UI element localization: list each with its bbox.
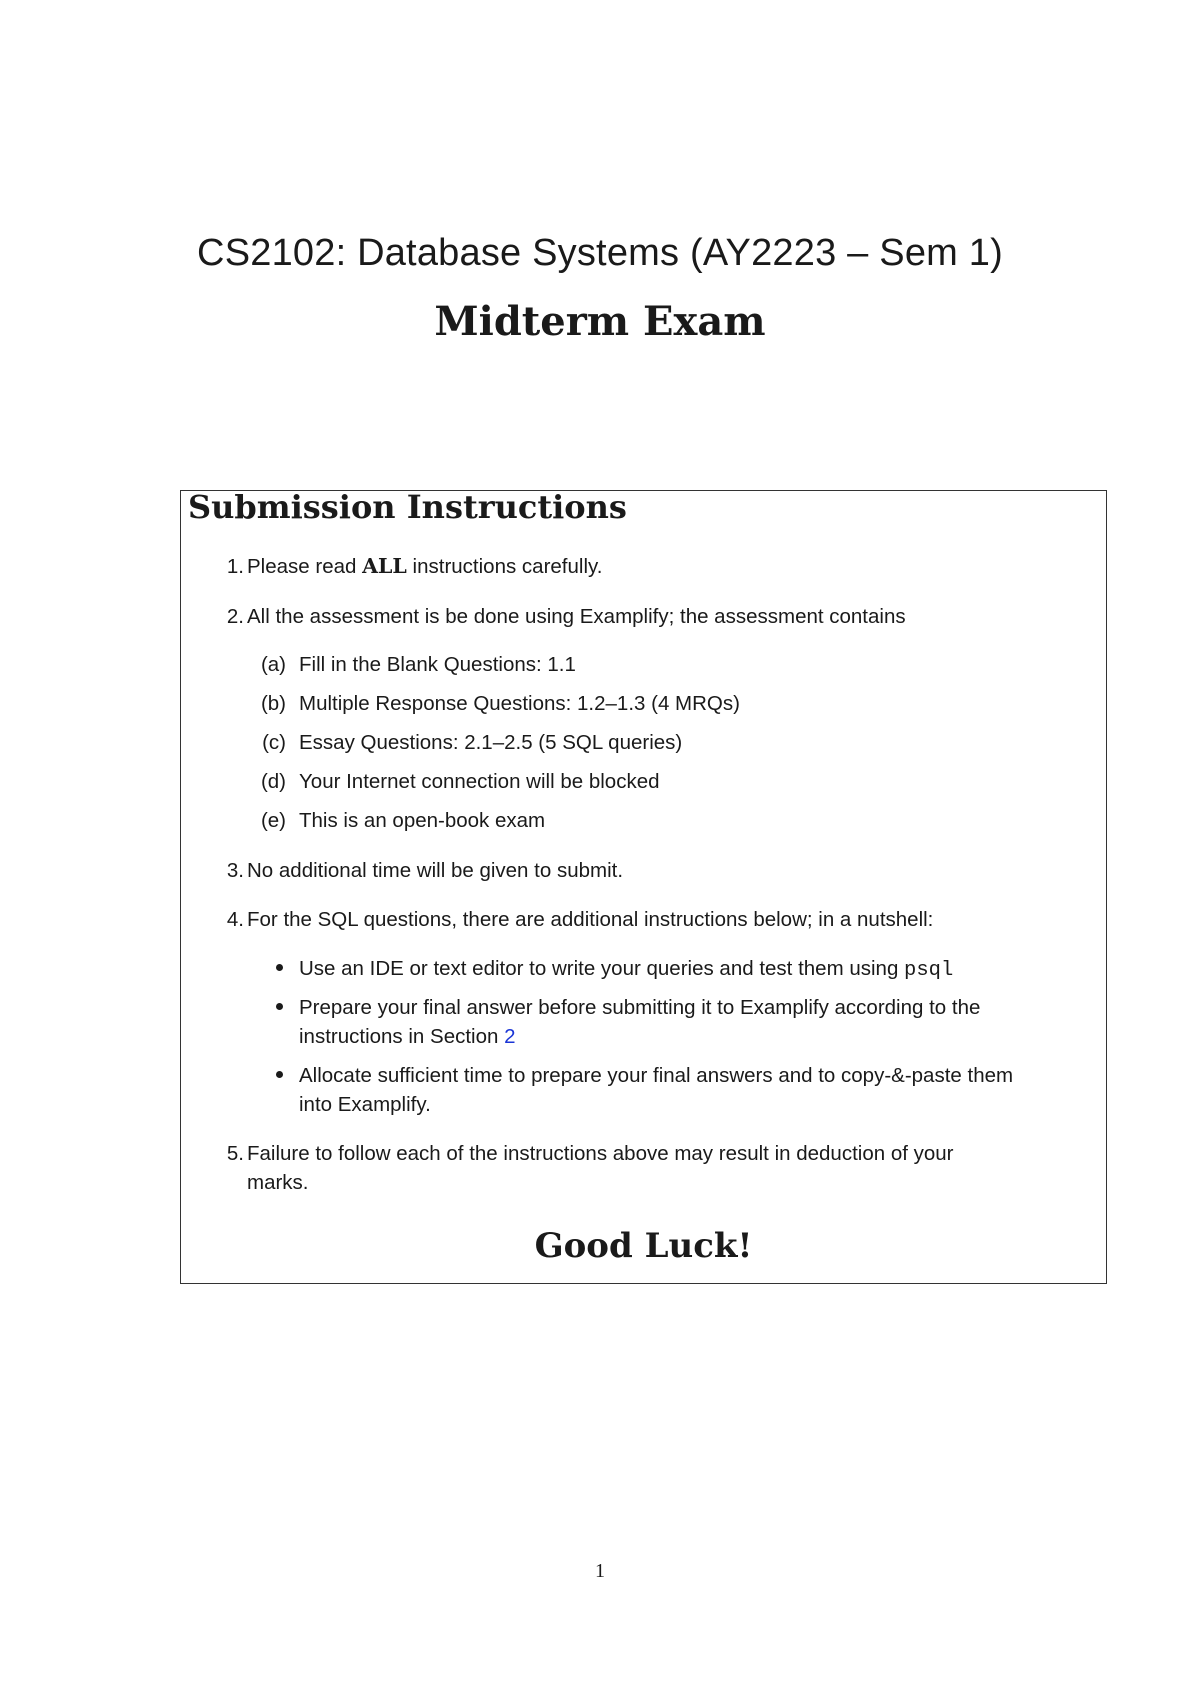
subitem-b-text: Multiple Response Questions: 1.2–1.3 (4 MRQs) bbox=[299, 692, 740, 715]
section-link[interactable]: 2 bbox=[504, 1025, 516, 1048]
bullet-3-line2: into Examplify. bbox=[299, 1093, 431, 1116]
item-2-text: All the assessment is be done using Examplify; the assessment contains bbox=[247, 605, 906, 628]
bullet-2-dot bbox=[276, 1003, 283, 1010]
item-1-pre: Please read bbox=[247, 555, 363, 578]
item-4-text: For the SQL questions, there are additional instructions below; in a nutshell: bbox=[247, 908, 934, 931]
good-luck: Good Luck! bbox=[534, 1226, 753, 1266]
item-1-post: instructions carefully. bbox=[406, 555, 603, 578]
bullet-1-pre: Use an IDE or text editor to write your queries and test them using bbox=[299, 957, 905, 980]
item-2-number: 2. bbox=[226, 605, 244, 628]
subitem-d-label: (d) bbox=[260, 770, 286, 793]
exam-subtitle: Midterm Exam bbox=[434, 298, 766, 345]
item-5-number: 5. bbox=[226, 1142, 244, 1165]
subitem-c-label: (c) bbox=[262, 731, 286, 754]
item-3-number: 3. bbox=[226, 859, 244, 882]
document-title: CS2102: Database Systems (AY2223 – Sem 1) bbox=[197, 232, 1003, 274]
subitem-c-text: Essay Questions: 2.1–2.5 (5 SQL queries) bbox=[299, 731, 683, 754]
bullet-2-line2-pre: instructions in Section bbox=[299, 1025, 505, 1048]
item-4-number: 4. bbox=[226, 908, 244, 931]
instructions-heading: Submission Instructions bbox=[188, 488, 627, 526]
bullet-3-line1: Allocate sufficient time to prepare your final answers and to copy-&-paste them bbox=[299, 1064, 1014, 1087]
subitem-d-text: Your Internet connection will be blocked bbox=[299, 770, 660, 793]
item-1-bold: ALL bbox=[362, 554, 407, 578]
subitem-b-label: (b) bbox=[260, 692, 286, 715]
item-1-number: 1. bbox=[226, 555, 244, 578]
item-3-text: No additional time will be given to submit. bbox=[247, 859, 624, 882]
item-1-text bbox=[247, 552, 602, 581]
bullet-1-code: psql bbox=[904, 959, 954, 982]
bullet-2-line1: Prepare your final answer before submitting it to Examplify according to the bbox=[299, 996, 981, 1019]
bullet-1-text bbox=[299, 954, 953, 985]
bullet-1-dot bbox=[276, 964, 283, 971]
subitem-a-text: Fill in the Blank Questions: 1.1 bbox=[299, 653, 576, 676]
item-5-line2: marks. bbox=[247, 1171, 309, 1194]
page-number: 1 bbox=[595, 1560, 605, 1582]
item-5-line1: Failure to follow each of the instructions above may result in deduction of your bbox=[247, 1142, 954, 1165]
subitem-a-label: (a) bbox=[260, 653, 286, 676]
bullet-2-line2 bbox=[299, 1022, 516, 1051]
subitem-e-text: This is an open-book exam bbox=[299, 809, 546, 832]
subitem-e-label: (e) bbox=[260, 809, 286, 832]
bullet-3-dot bbox=[276, 1071, 283, 1078]
